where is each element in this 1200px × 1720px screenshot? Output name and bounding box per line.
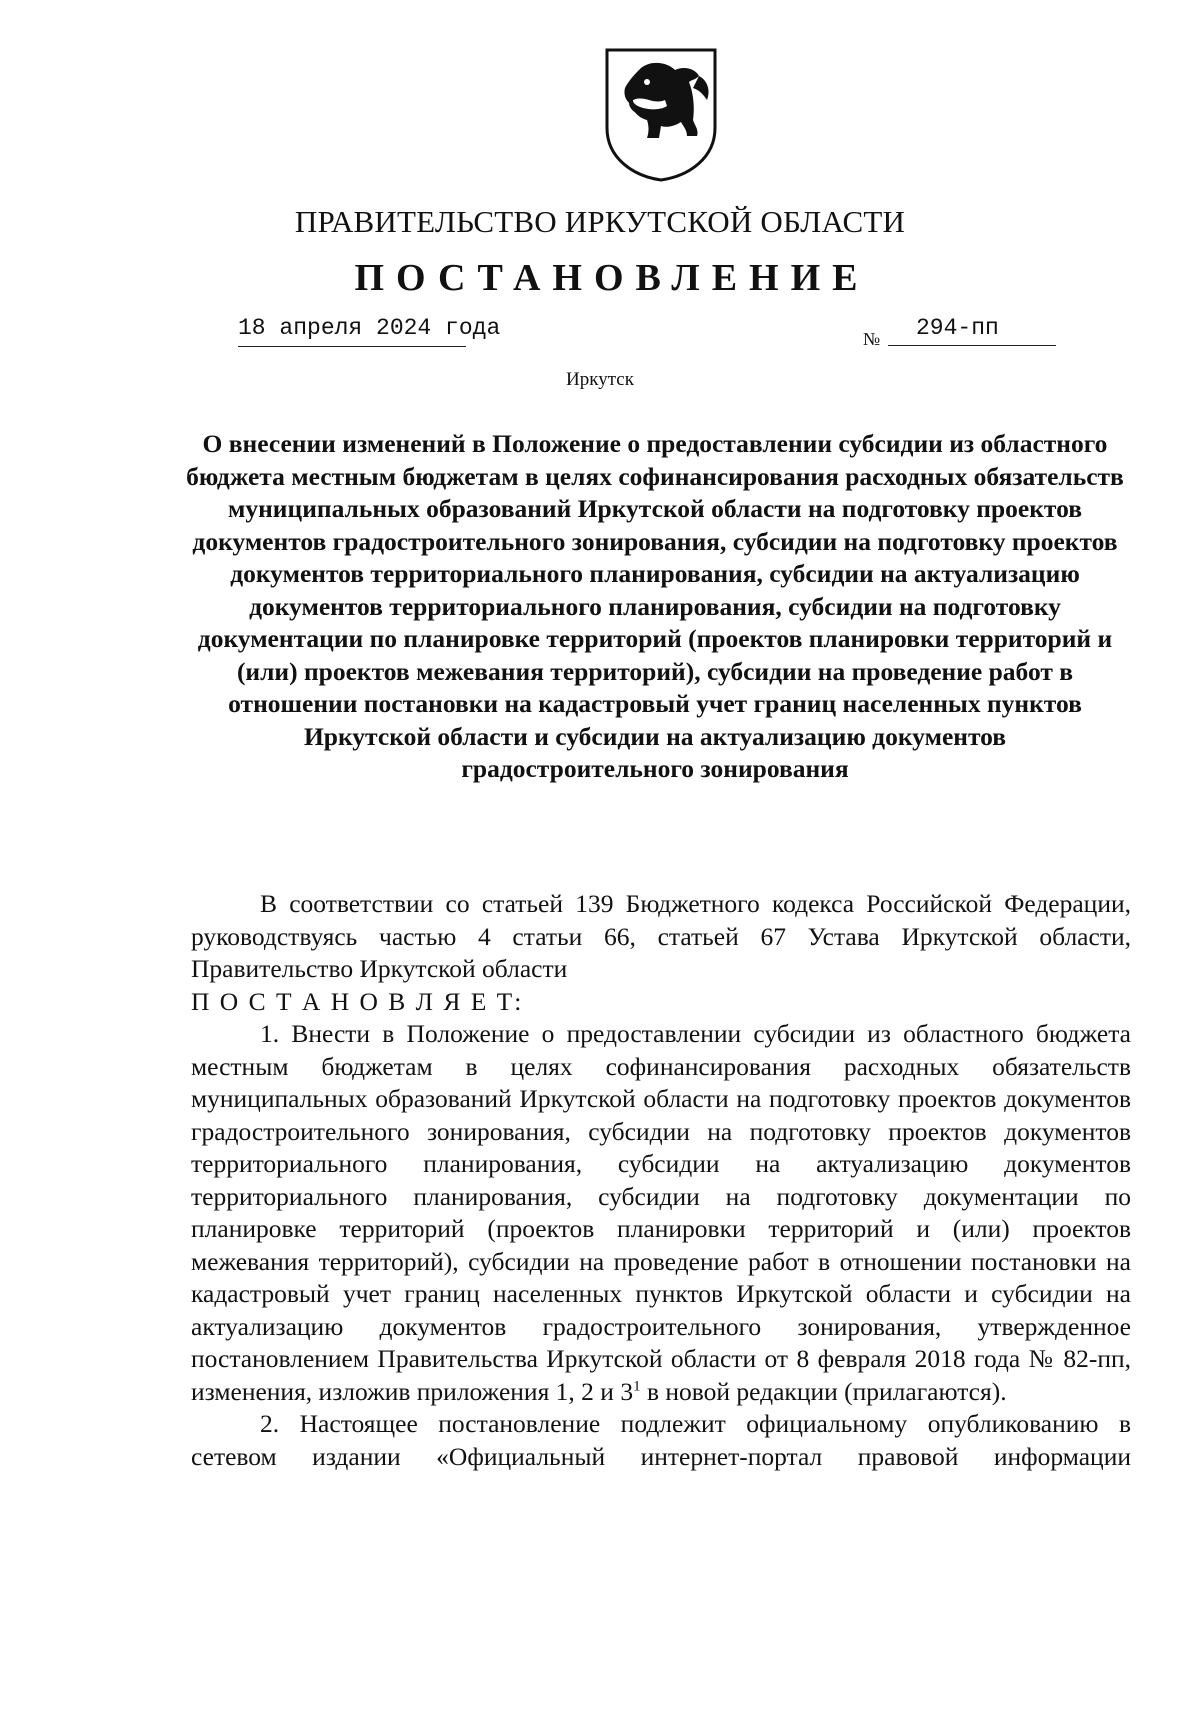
item-1-paragraph xyxy=(191,1018,1131,1408)
document-type-title: ПОСТАНОВЛЕНИЕ xyxy=(354,257,870,299)
preamble-paragraph: В соответствии со статьей 139 Бюджетного кодекса Российской Федерации, руководствуясь частью 4 статьи 66, статьей 67 Устава Иркутской области, Правительство Иркутской области xyxy=(191,889,1131,983)
document-number: 294-пп xyxy=(888,314,1056,346)
irkutsk-coat-of-arms-icon xyxy=(603,46,719,184)
document-city: Иркутск xyxy=(566,369,634,390)
item-2-paragraph: 2. Настоящее постановление подлежит официальному опубликованию в сетевом издании «Официальный интернет-портал правовой информации xyxy=(191,1409,1131,1471)
item-1-superscript: 1 xyxy=(633,1378,641,1394)
document-subject: О внесении изменений в Положение о предоставлении субсидии из областного бюджета местным бюджетам в целях софинансирования расходных обязательств муниципальных образований Иркутской области на подготовку проектов документов градостроительного зонирования, субсидии на подготовку проектов документов территориального планирования, субсидии на актуализацию документов территориального планирования, субсидии на подготовку документации по планировке территорий (проектов планировки территорий и (или) проектов межевания территорий), субсидии на проведение работ в отношении постановки на кадастровый учет границ населенных пунктов Иркутской области и субсидии на актуализацию документов градостроительного зонирования xyxy=(186,429,1124,783)
document-body xyxy=(191,888,1131,1473)
decree-word: П О С Т А Н О В Л Я Е Т: xyxy=(191,986,524,1016)
number-label: № xyxy=(863,329,881,349)
government-name: ПРАВИТЕЛЬСТВО ИРКУТСКОЙ ОБЛАСТИ xyxy=(294,204,906,239)
document-date: 18 апреля 2024 года xyxy=(238,314,466,347)
item-1-tail-text: в новой редакции (прилагаются). xyxy=(640,1376,1007,1406)
item-1-main-text: 1. Внести в Положение о предоставлении субсидии из областного бюджета местным бюджетам в целях софинансирования расходных обязательств муниципальных образований Иркутской области на подготовку проектов документов градостроительного зонирования, субсидии на подготовку проектов документов территориального планирования, субсидии на актуализацию документов территориального планирования, субсидии на подготовку документации по планировке территорий (проектов планировки территорий и (или) проектов межевания территорий), субсидии на проведение работ в отношении постановки на кадастровый учет границ населенных пунктов Иркутской области и субсидии на актуализацию документов градостроительного зонирования, утвержденное постановлением Правительства Иркутской области от 8 февраля 2018 года № 82-пп, изменения, изложив приложения 1, 2 и 3 xyxy=(191,1019,1131,1406)
